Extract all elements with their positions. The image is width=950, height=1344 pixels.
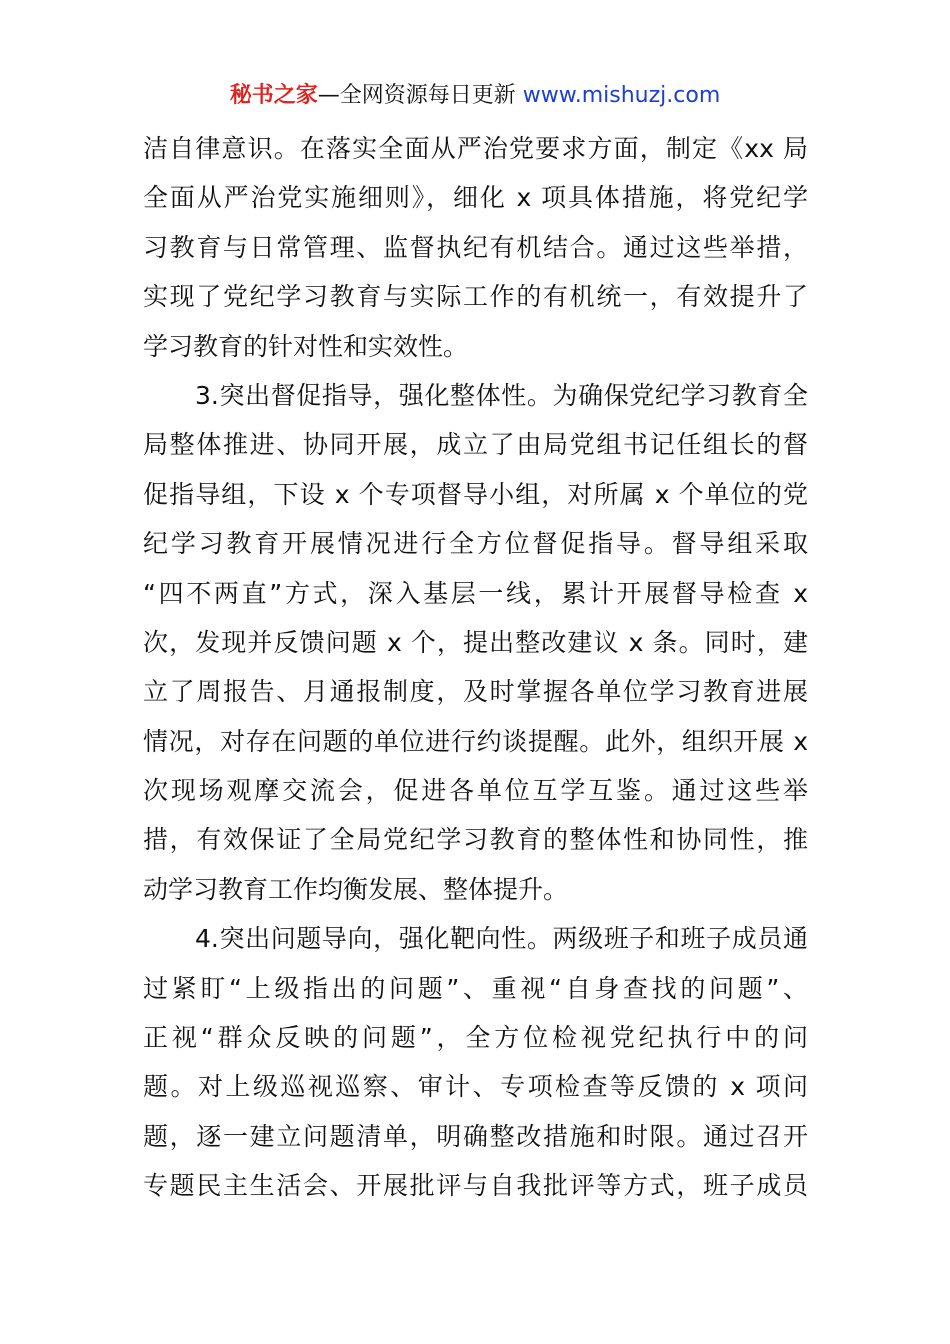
text-line: 促指导组，下设 x 个专项督导小组，对所属 x 个单位的党 — [143, 479, 808, 509]
text-line: 正视“群众反映的问题”，全方位检视党纪执行中的问 — [143, 1023, 808, 1053]
header-tagline: —全网资源每日更新 — [317, 83, 523, 108]
text-line: 次，发现并反馈问题 x 个，提出整改建议 x 条。同时，建 — [143, 627, 808, 657]
paragraph — [143, 124, 808, 371]
text-line: 专题民主生活会、开展批评与自我批评等方式，班子成员 — [143, 1171, 808, 1201]
text-line: 3.突出督促指导，强化整体性。为确保党纪学习教育全 — [195, 380, 808, 410]
text-line: 洁自律意识。在落实全面从严治党要求方面，制定《xx 局 — [143, 134, 808, 163]
text-line: 习教育与日常管理、监督执纪有机结合。通过这些举措， — [143, 232, 808, 262]
text-line: 过紧盯“上级指出的问题”、重视“自身查找的问题”、 — [143, 973, 808, 1003]
text-line: 纪学习教育开展情况进行全方位督促指导。督导组采取 — [143, 529, 808, 559]
header-brand: 秘书之家 — [229, 83, 318, 108]
paragraph — [143, 371, 808, 914]
text-line: “四不两直”方式，深入基层一线，累计开展督导检查 x — [143, 578, 808, 608]
text-line: 措，有效保证了全局党纪学习教育的整体性和协同性，推 — [143, 825, 808, 855]
site-header — [0, 80, 950, 112]
text-line: 情况，对存在问题的单位进行约谈提醒。此外，组织开展 x — [143, 726, 808, 756]
text-line: 学习教育的针对性和实效性。 — [143, 331, 469, 361]
text-line: 立了周报告、月通报制度，及时掌握各单位学习教育进展 — [143, 677, 808, 707]
header-url: www.mishuzj.com — [522, 83, 721, 108]
text-line: 全面从严治党实施细则》，细化 x 项具体措施，将党纪学 — [143, 183, 808, 213]
text-line: 动学习教育工作均衡发展、整体提升。 — [143, 874, 569, 904]
document-body — [143, 124, 808, 1211]
text-line: 实现了党纪学习教育与实际工作的有机统一，有效提升了 — [143, 282, 808, 312]
paragraph — [143, 914, 808, 1210]
text-line: 局整体推进、协同开展，成立了由局党组书记任组长的督 — [143, 430, 808, 460]
text-line: 次现场观摩交流会，促进各单位互学互鉴。通过这些举 — [143, 776, 808, 806]
text-line: 题，逐一建立问题清单，明确整改措施和时限。通过召开 — [143, 1121, 808, 1151]
text-line: 题。对上级巡视巡察、审计、专项检查等反馈的 x 项问 — [143, 1072, 808, 1102]
text-line: 4.突出问题导向，强化靶向性。两级班子和班子成员通 — [195, 924, 808, 954]
